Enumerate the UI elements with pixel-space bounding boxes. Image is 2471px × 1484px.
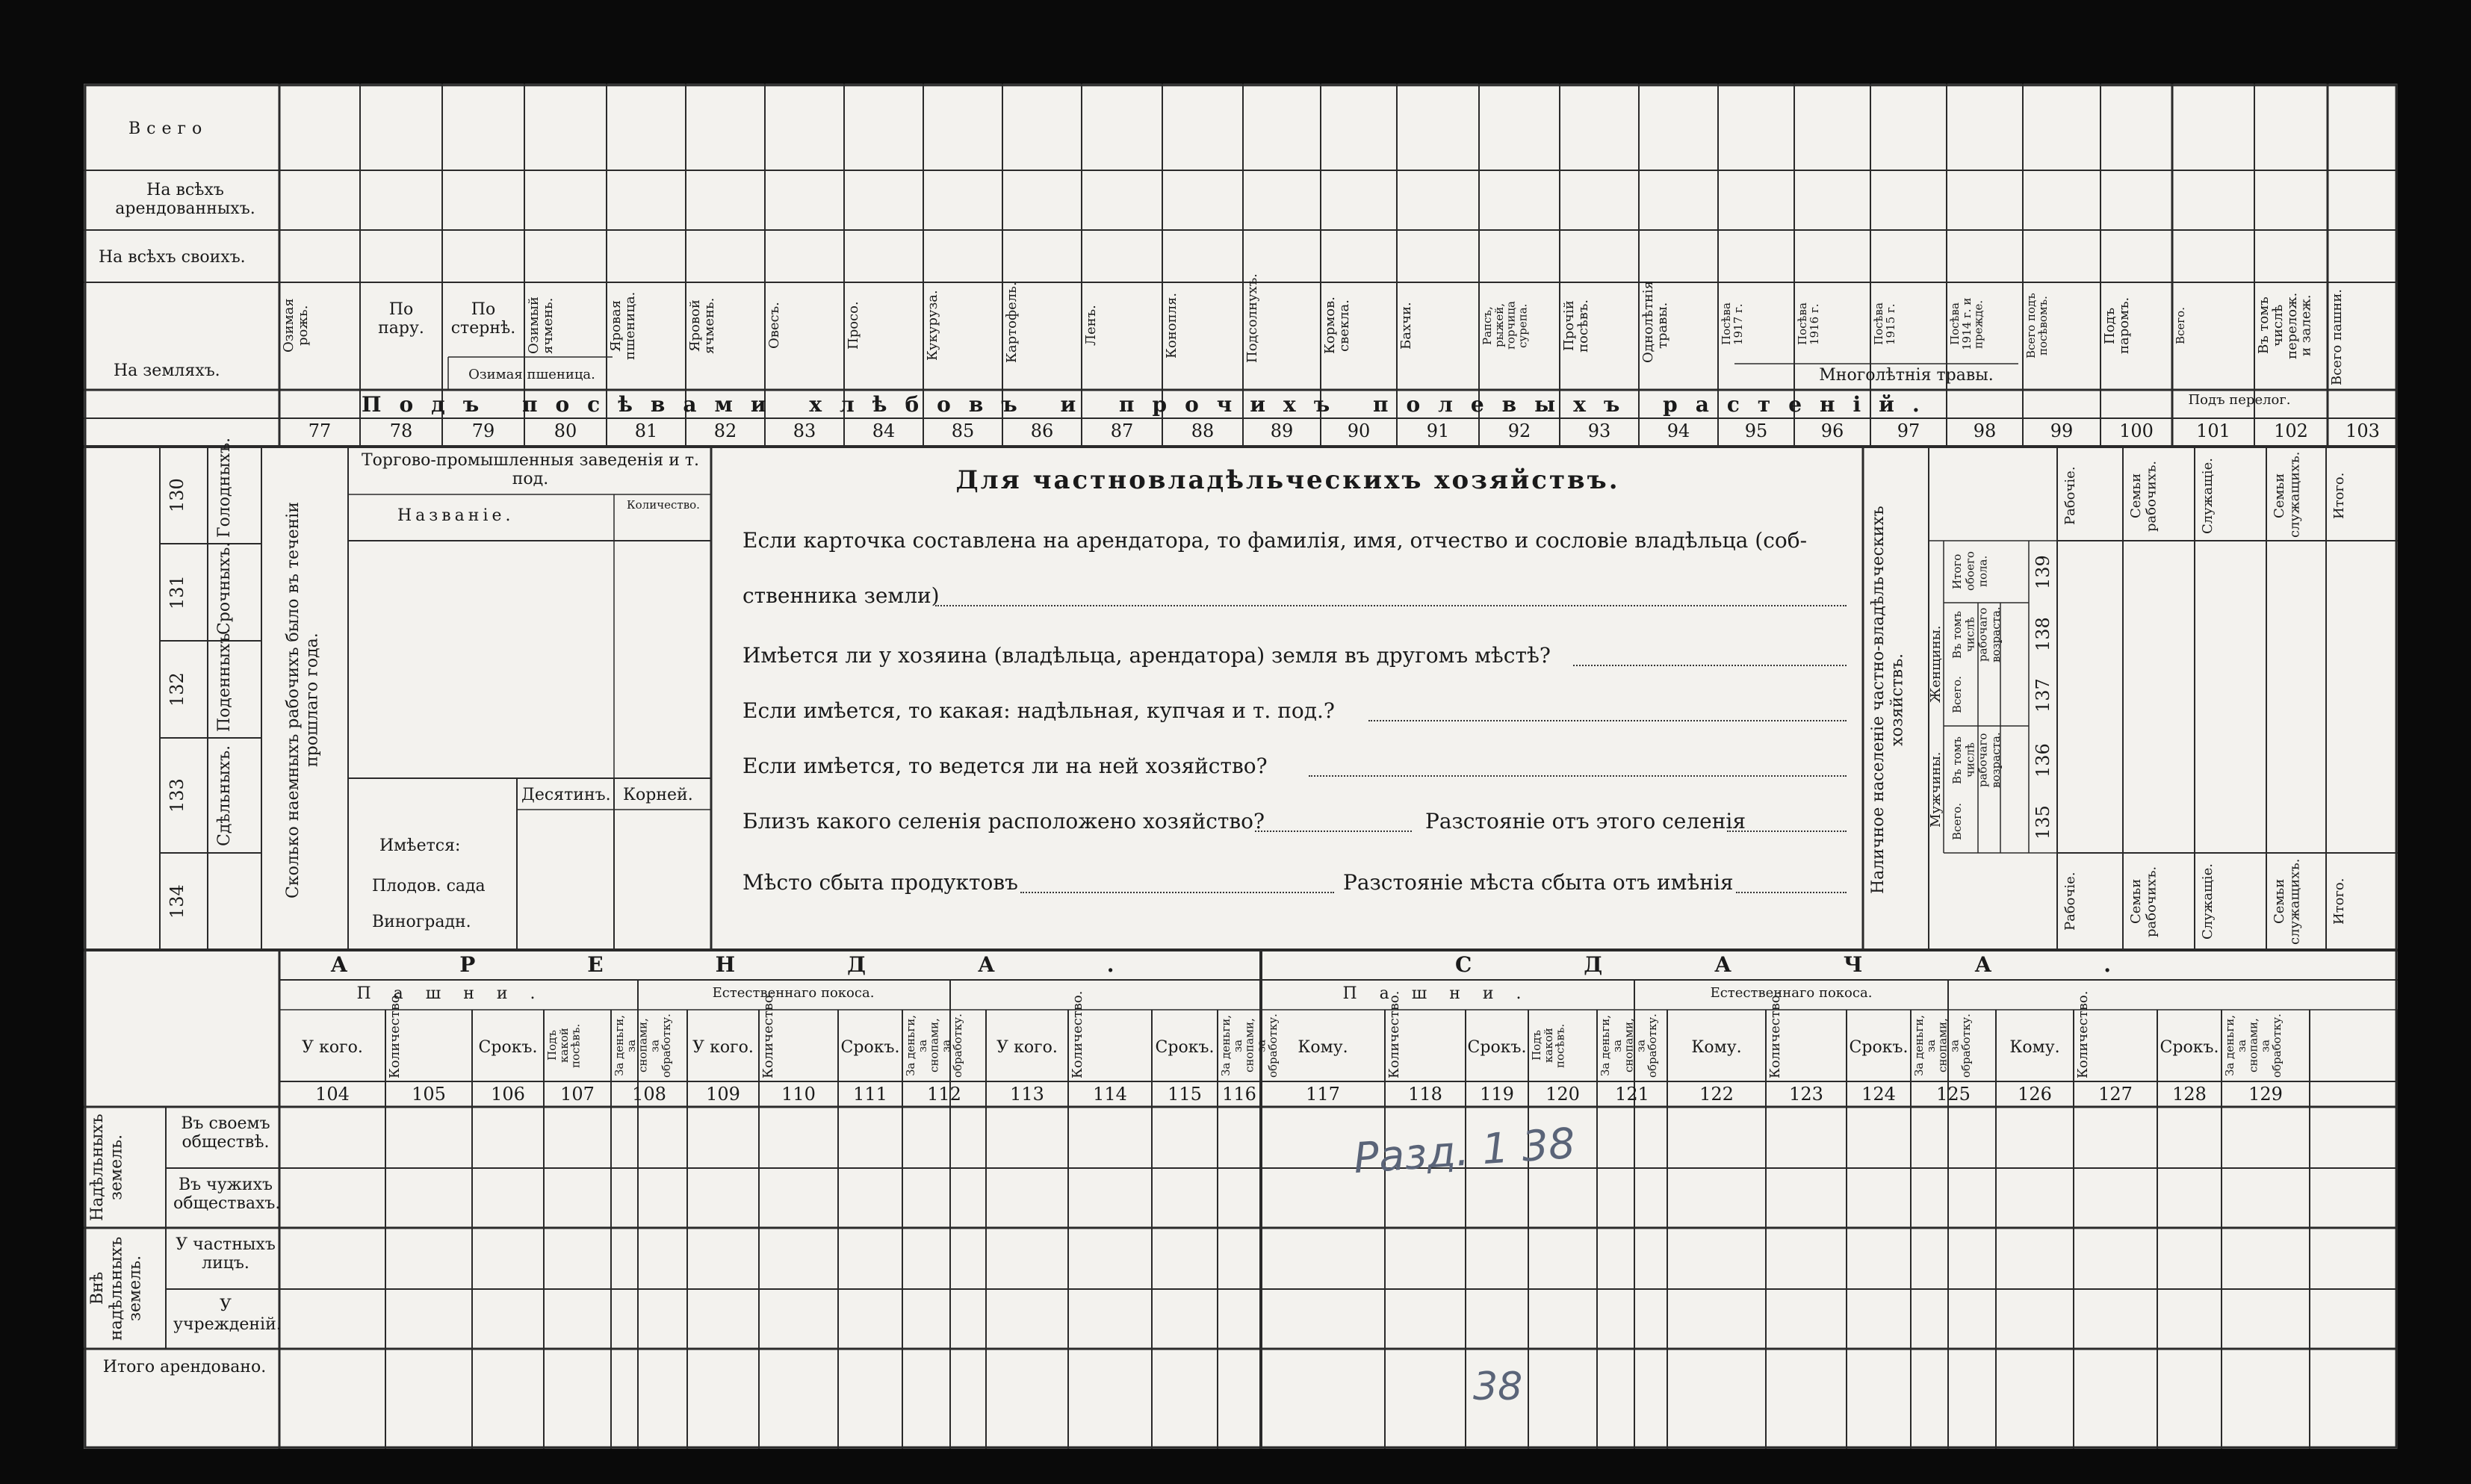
sdacha-pashni: Пашни. [1342,984,1544,1003]
crop-header: Кукуруза. [925,290,940,361]
crop-number: 88 [1191,420,1215,441]
bottom-col-number: 121 [1615,1084,1649,1105]
crop-header: Бахчи. [1398,302,1414,350]
population-bottom-col: Служащіе. [2200,863,2216,940]
crop-number: 78 [389,420,413,441]
group-vne-nadelnykh: Внѣ надѣльныхъ земель. [88,1236,145,1341]
crop-header: Кормов. свекла. [1322,297,1352,355]
crop-header: Однолѣтнія травы. [1640,280,1670,363]
group-nadelnykh: Надѣльныхъ земель. [88,1114,126,1221]
bottom-col-number: 116 [1222,1084,1256,1105]
q6b-fill-line[interactable] [1736,889,1847,893]
bottom-col-number: 111 [853,1084,887,1105]
crop-header: Посѣва 1917 г. [1720,302,1745,346]
pop-itogo: Итого обоего пола. [1950,551,1990,592]
bottom-col-header: За деньги, за снопами, за обработку. [904,1013,964,1078]
bottom-col-number: 129 [2248,1084,2283,1105]
bottom-col-number: 128 [2172,1084,2207,1105]
crop-number: 77 [308,420,332,441]
bottom-col-header: Подъ какой посѣвъ. [545,1023,583,1068]
crop-header: Прочій посѣвъ. [1561,299,1591,353]
bottom-col-header: За деньги, за снопами, за обработку. [613,1013,673,1078]
q5a-fill-line[interactable] [1255,828,1412,832]
mnogoletnie-label: Многолѣтнія травы. [1819,366,1994,385]
row-itogo-arendovano: Итого арендовано. [102,1358,267,1376]
bottom-col-header: Срокъ. [478,1038,538,1057]
row-label-arendovannykh: На всѣхъ арендованныхъ. [115,181,255,219]
crop-number: 89 [1270,420,1294,441]
crop-header: Озимый ячмень. [526,297,556,355]
population-bottom-col: Семьи рабочихъ. [2128,866,2160,937]
crop-number: 81 [634,420,658,441]
crop-number: 79 [471,420,495,441]
crop-header: Подъ паромъ. [2102,297,2132,355]
population-number: 135 [2033,805,2053,839]
bottom-col-number: 115 [1168,1084,1202,1105]
trade-has-label: Имѣется: [379,836,461,855]
bottom-col-header: Количество. [760,990,776,1078]
ozimaya-pshenitsa-label: Озимая пшеница. [468,367,595,382]
crop-header: Яровая пшеница. [608,291,638,360]
row-v-chuzhikh: Въ чужихъ обществахъ. [173,1176,281,1214]
arenda-heading: АРЕНДА. [330,952,1227,977]
sdacha-heading: СДАЧА. [1454,952,2224,977]
population-number: 136 [2033,743,2053,777]
handwritten-section-mark: Разд. 1 38 [1352,1119,1577,1184]
pop-men-total: Всего. [1950,803,1964,840]
bottom-col-header: Срокъ. [1155,1038,1215,1057]
arenda-pashni: Пашни. [356,984,558,1003]
crop-number: 92 [1507,420,1531,441]
private-q4: Если имѣется, то ведется ли на ней хозяйство? [742,754,1268,778]
crops-heading: Подъ посѣвами хлѣбовъ и прочихъ полевыхъ растеній. [362,392,1938,417]
row-v-svoem: Въ своемъ обществѣ. [181,1114,270,1152]
hired-col-number: 132 [167,672,187,707]
population-title: Наличное населеніе частно-владѣльческихъ хозяйствъ. [1869,506,1907,894]
bottom-col-header: Количество. [2075,990,2091,1078]
crop-number: 100 [2119,420,2154,441]
crop-number: 82 [713,420,737,441]
crop-header: Всего. [2174,307,2187,344]
trade-vineyard: Виноградн. [372,913,471,931]
bottom-col-header: У кого. [302,1038,363,1057]
private-q6a: Мѣсто сбыта продуктовъ [742,870,1018,895]
bottom-col-number: 105 [412,1084,446,1105]
population-top-col: Рабочіе. [2062,466,2078,526]
bottom-col-header: За деньги, за снопами, за обработку. [2223,1013,2284,1078]
crop-number: 103 [2346,420,2380,441]
bottom-col-number: 124 [1861,1084,1896,1105]
bottom-col-number: 108 [632,1084,666,1105]
q6a-fill-line[interactable] [1020,889,1334,893]
private-q5b: Разстояніе отъ этого селенія [1425,809,1746,833]
bottom-col-number: 104 [315,1084,350,1105]
private-title: Для частновладѣльческихъ хозяйствъ. [955,465,1620,495]
crop-header: Озимая рожь. [281,298,311,353]
bottom-col-header: Кому. [1297,1038,1348,1057]
census-card-sheet [84,84,2398,1449]
crop-header: Овесъ. [766,302,782,350]
bottom-col-header: Срокъ. [1467,1038,1527,1057]
crop-header: Посѣва 1914 г. и прежде. [1948,297,1985,351]
bottom-col-header: Подъ какой посѣвъ. [1530,1023,1567,1068]
population-number: 137 [2033,678,2053,712]
row-label-svoikh: На всѣхъ своихъ. [99,248,246,267]
hired-col-label: Поденныхъ. [215,627,234,732]
q3-fill-line[interactable] [1368,717,1847,721]
crop-number: 94 [1667,420,1690,441]
crop-header: Яровой ячмень. [687,297,717,354]
crop-header: Посѣва 1916 г. [1796,302,1821,346]
bottom-col-header: У кого. [996,1038,1058,1057]
crop-number: 83 [793,420,816,441]
crop-number: 97 [1897,420,1920,441]
arenda-pokos: Естественнаго покоса. [712,985,875,1001]
crop-number: 86 [1030,420,1054,441]
crop-header: Ленъ. [1083,305,1099,347]
trade-title: Торгово-промышленныя заведенія и т. под. [361,451,700,489]
bottom-col-number: 120 [1545,1084,1580,1105]
sdacha-pokos: Естественнаго покоса. [1710,985,1873,1001]
population-top-col: Итого. [2331,472,2347,520]
crop-number: 84 [872,420,896,441]
crop-number: 96 [1820,420,1844,441]
bottom-col-number: 125 [1936,1084,1971,1105]
crop-header: По стернѣ. [450,300,516,338]
trade-korney: Корней. [623,786,693,804]
bottom-col-number: 106 [491,1084,525,1105]
bottom-col-header: Срокъ. [2160,1038,2219,1057]
hired-col-label: Голодныхъ. [215,437,234,538]
bottom-col-number: 117 [1306,1084,1340,1105]
bottom-col-number: 122 [1699,1084,1734,1105]
hired-col-number: 130 [167,478,187,512]
hired-col-number: 133 [167,778,187,813]
q2-fill-line[interactable] [1573,662,1847,666]
pop-women-total: Всего. [1950,676,1964,713]
crop-header: Посѣва 1915 г. [1872,302,1897,346]
bottom-col-header: Срокъ. [840,1038,900,1057]
bottom-col-header: Количество. [1767,990,1783,1078]
hired-col-label [215,859,257,944]
hired-workers-note: Сколько наемныхъ рабочихъ было въ теченіи прошлаго года. [284,501,322,898]
trade-name-header: Названіе. [397,506,515,525]
bottom-col-header: У кого. [692,1038,754,1057]
population-top-col: Семьи служащихъ. [2272,451,2303,538]
private-q3: Если имѣется, то какая: надѣльная, купчая и т. под.? [742,698,1335,723]
bottom-col-header: За деньги, за снопами, за обработку. [1912,1013,1973,1078]
bottom-col-header: Количество. [387,990,403,1078]
trade-desyatin: Десятинъ. [521,786,611,804]
bottom-col-header: Количество. [1386,990,1402,1078]
bottom-col-number: 110 [781,1084,816,1105]
row-label-vsego: Всего [128,119,208,138]
population-bottom-col: Семьи служащихъ. [2272,858,2303,945]
bottom-col-header: Количество. [1070,990,1085,1078]
bottom-col-number: 113 [1010,1084,1044,1105]
private-q2: Имѣется ли у хозяина (владѣльца, арендатора) земля въ другомъ мѣстѣ? [742,643,1551,668]
pop-women-working: Въ томъ числѣ рабочаго возраста. [1950,606,2003,663]
crop-header: Рапсъ, рыжей, горчица сурепа. [1481,301,1530,350]
crop-header: Просо. [846,301,861,350]
bottom-col-header: Кому. [2009,1038,2060,1057]
bottom-col-number: 118 [1408,1084,1442,1105]
population-bottom-col: Итого. [2331,878,2347,925]
private-q1b: ственника земли) [742,583,940,608]
crop-header: Въ томъ числѣ перелож. и залеж. [2256,292,2314,359]
crop-number: 87 [1110,420,1134,441]
bottom-col-number: 123 [1789,1084,1823,1105]
crop-number: 101 [2196,420,2230,441]
population-number: 139 [2033,555,2053,590]
q1-fill-line[interactable] [935,602,1847,606]
crop-number: 90 [1347,420,1371,441]
hired-col-label: Срочныхъ. [215,541,234,635]
pop-men: Мужчины. [1928,751,1944,828]
hired-col-number: 131 [167,575,187,609]
bottom-col-number: 109 [706,1084,740,1105]
pop-women: Женщины. [1928,625,1944,703]
bottom-col-number: 126 [2018,1084,2052,1105]
row-label-na-zemlyakh: На земляхъ. [114,361,220,380]
q5b-fill-line[interactable] [1727,828,1847,832]
crop-header: Конопля. [1164,292,1179,359]
crop-header: Всего подъ посѣвомъ. [2024,293,2050,358]
pop-men-working: Въ томъ числѣ рабочаго возраста. [1950,732,2003,789]
private-q5a: Близъ какого селенія расположено хозяйство? [742,809,1265,833]
hired-col-label: Сдѣльныхъ. [215,745,234,846]
bottom-col-header: Срокъ. [1849,1038,1909,1057]
crop-header: Всего пашни. [2329,288,2345,385]
row-u-chastnykh: У частныхъ лицъ. [176,1235,276,1273]
q4-fill-line[interactable] [1309,772,1847,777]
bottom-col-header: За деньги, за снопами, за обработку. [1219,1013,1280,1078]
private-q6b: Разстояніе мѣста сбыта отъ имѣнія [1343,870,1734,895]
crop-number: 102 [2274,420,2308,441]
hired-col-number: 134 [167,884,187,919]
crop-number: 98 [1973,420,1997,441]
bottom-col-number: 107 [560,1084,595,1105]
population-top-col: Служащіе. [2200,458,2216,534]
bottom-col-number: 119 [1480,1084,1514,1105]
bottom-col-number: 112 [927,1084,961,1105]
trade-orchard: Плодов. сада [372,877,486,895]
pod-perelog-label: Подъ перелог. [2188,392,2291,408]
crop-number: 85 [951,420,975,441]
crop-header: Подсолнухъ. [1244,273,1260,363]
row-u-uchrezhdeniy: У учрежденій. [173,1297,282,1335]
crop-header: Картофель. [1004,282,1020,363]
population-bottom-col: Рабочіе. [2062,872,2078,931]
crop-number: 95 [1744,420,1768,441]
bottom-col-header: Кому. [1691,1038,1742,1057]
population-top-col: Семьи рабочихъ. [2128,460,2160,532]
private-q1a: Если карточка составлена на арендатора, то фамилія, имя, отчество и сословіе владѣльца (соб- [742,528,1808,553]
crop-number: 80 [554,420,577,441]
population-number: 138 [2033,617,2053,652]
handwritten-number: 38 [1473,1365,1523,1409]
trade-qty-header: Количество. [627,498,700,512]
crop-number: 93 [1587,420,1611,441]
crop-header: По пару. [378,300,424,338]
crop-number: 91 [1426,420,1450,441]
crop-number: 99 [2050,420,2074,441]
bottom-col-header: За деньги, за снопами, за обработку. [1599,1013,1659,1078]
bottom-col-number: 114 [1093,1084,1127,1105]
bottom-col-number: 127 [2098,1084,2133,1105]
